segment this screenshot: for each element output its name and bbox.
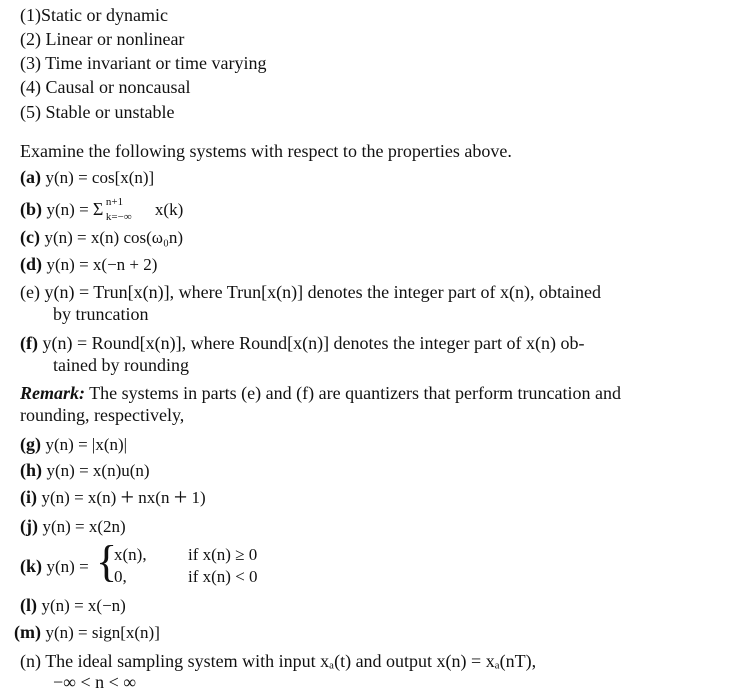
system-f-line1: y(n) = Round[x(n)], where Round[x(n)] denotes the integer part of x(n) ob-	[42, 333, 585, 353]
system-a	[20, 166, 154, 189]
property-4: (4) Causal or noncausal	[20, 77, 191, 97]
system-d-label: (d)	[20, 254, 42, 274]
system-m	[14, 621, 160, 644]
remark-line1: The systems in parts (e) and (f) are quantizers that perform truncation and	[85, 383, 621, 403]
system-h	[20, 459, 150, 482]
remark	[20, 382, 621, 404]
system-g-label: (g)	[20, 434, 41, 454]
piecewise-case-2	[114, 567, 258, 587]
system-g	[20, 433, 127, 456]
system-k-lhs: y(n) =	[46, 557, 89, 576]
system-j-label: (j)	[20, 516, 38, 536]
system-c-label: (c)	[20, 227, 40, 247]
sum-upper-limit: n+1	[105, 196, 124, 208]
system-f	[20, 332, 584, 354]
system-l-eq: y(n) = x(−n)	[41, 596, 126, 615]
system-a-label: (a)	[20, 167, 41, 187]
system-f-label: (f)	[20, 333, 38, 353]
system-i-label: (i)	[20, 487, 37, 507]
system-d	[20, 253, 157, 276]
system-i-plus-1: +	[120, 485, 135, 511]
system-b	[20, 198, 183, 221]
system-b-rhs: x(k)	[154, 200, 184, 219]
property-2: (2) Linear or nonlinear	[20, 29, 185, 49]
system-e-line1: y(n) = Trun[x(n)], where Trun[x(n)] denotes the integer part of x(n), obtained	[44, 282, 602, 302]
piecewise-brace: {	[96, 537, 118, 586]
system-m-eq: y(n) = sign[x(n)]	[45, 623, 160, 642]
system-b-label: (b)	[20, 199, 42, 219]
intro-text: Examine the following systems with respect to the properties above.	[20, 141, 512, 161]
case-1-value: x(n),	[114, 545, 147, 564]
property-5: (5) Stable or unstable	[20, 102, 175, 122]
remark-label: Remark:	[20, 383, 85, 403]
system-l	[20, 594, 126, 617]
system-h-eq: y(n) = x(n)u(n)	[46, 461, 150, 480]
system-c-eq: y(n) = x(n) cos(ω₀n)	[44, 228, 184, 247]
system-a-eq: y(n) = cos[x(n)]	[45, 168, 155, 187]
system-n-line1: The ideal sampling system with input xₐ(t) and output x(n) = xₐ(nT),	[45, 651, 537, 671]
system-k-label: (k)	[20, 556, 42, 576]
system-e-label: (e)	[20, 282, 40, 302]
system-i-mid: nx(n	[134, 488, 174, 507]
case-1-condition: if x(n) ≥ 0	[188, 545, 258, 564]
system-k	[20, 555, 89, 578]
system-h-label: (h)	[20, 460, 42, 480]
system-f-line2: tained by rounding	[53, 355, 189, 375]
system-i-lhs: y(n) = x(n)	[41, 488, 121, 507]
summation	[92, 196, 155, 223]
system-d-eq: y(n) = x(−n + 2)	[46, 255, 158, 274]
system-g-eq: y(n) = |x(n)|	[45, 435, 128, 454]
system-i	[20, 486, 206, 509]
system-i-plus-2: +	[173, 485, 188, 511]
system-e	[20, 281, 601, 303]
system-e-line2: by truncation	[53, 304, 149, 324]
sigma-symbol: Σ	[92, 199, 104, 219]
system-b-lhs: y(n) =	[46, 200, 93, 219]
system-n	[20, 650, 536, 672]
property-3: (3) Time invariant or time varying	[20, 53, 267, 73]
sum-lower-limit: k=−∞	[105, 211, 132, 223]
system-i-end: 1)	[187, 488, 206, 507]
system-n-label: (n)	[20, 651, 41, 671]
piecewise-case-1	[114, 545, 258, 565]
case-2-value: 0,	[114, 567, 127, 586]
system-l-label: (l)	[20, 595, 37, 615]
system-c	[20, 226, 183, 249]
property-1: (1)Static or dynamic	[20, 5, 168, 25]
system-m-label: (m)	[14, 622, 41, 642]
case-2-condition: if x(n) < 0	[188, 567, 258, 586]
system-j	[20, 515, 126, 538]
system-n-line2: −∞ < n < ∞	[53, 672, 137, 692]
remark-line2: rounding, respectively,	[20, 405, 185, 425]
system-j-eq: y(n) = x(2n)	[42, 517, 126, 536]
